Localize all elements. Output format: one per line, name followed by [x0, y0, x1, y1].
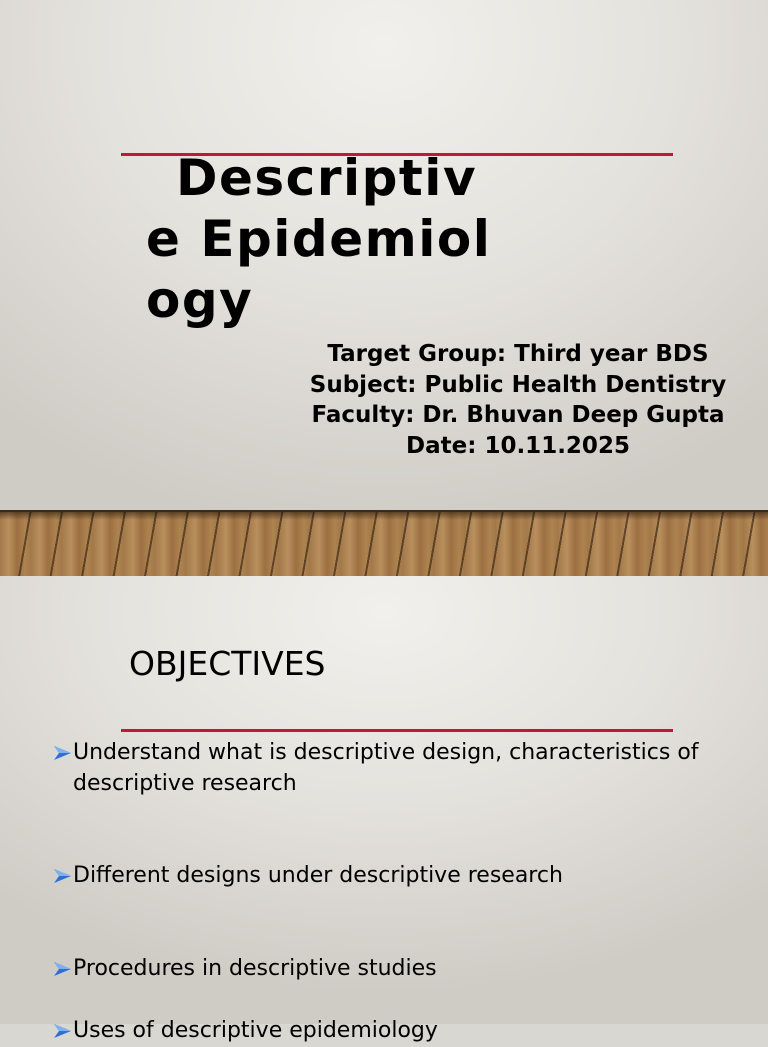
objectives-slide [0, 576, 768, 1043]
list-item [52, 738, 732, 799]
objective-text: Procedures in descriptive studies [73, 955, 437, 981]
objectives-list [52, 738, 732, 1047]
subtitle-target-group: Target Group: Third year BDS [327, 341, 709, 367]
subtitle-subject: Subject: Public Health Dentistry [309, 371, 727, 398]
subtitle-date: Date: 10.11.2025 [406, 432, 630, 459]
arrow-bullet-icon [52, 743, 74, 763]
slide-subtitle [296, 339, 740, 461]
subtitle-faculty: Faculty: Dr. Bhuvan Deep Gupta [311, 402, 725, 429]
list-item [52, 861, 732, 892]
list-item [52, 954, 732, 985]
wood-floor-decoration [0, 510, 768, 578]
objective-text: Different designs under descriptive research [73, 863, 563, 888]
slide-title: Descriptive Epidemiology [146, 149, 492, 329]
list-item [52, 1016, 732, 1047]
objective-text: Uses of descriptive epidemiology [73, 1018, 438, 1043]
arrow-bullet-icon [52, 1021, 74, 1041]
arrow-bullet-icon [52, 866, 74, 886]
objectives-heading: OBJECTIVES [129, 644, 326, 683]
arrow-bullet-icon [52, 959, 74, 979]
objective-text: Understand what is descriptive design, characteristics of descriptive research [73, 740, 699, 796]
objectives-accent-rule [121, 729, 673, 732]
